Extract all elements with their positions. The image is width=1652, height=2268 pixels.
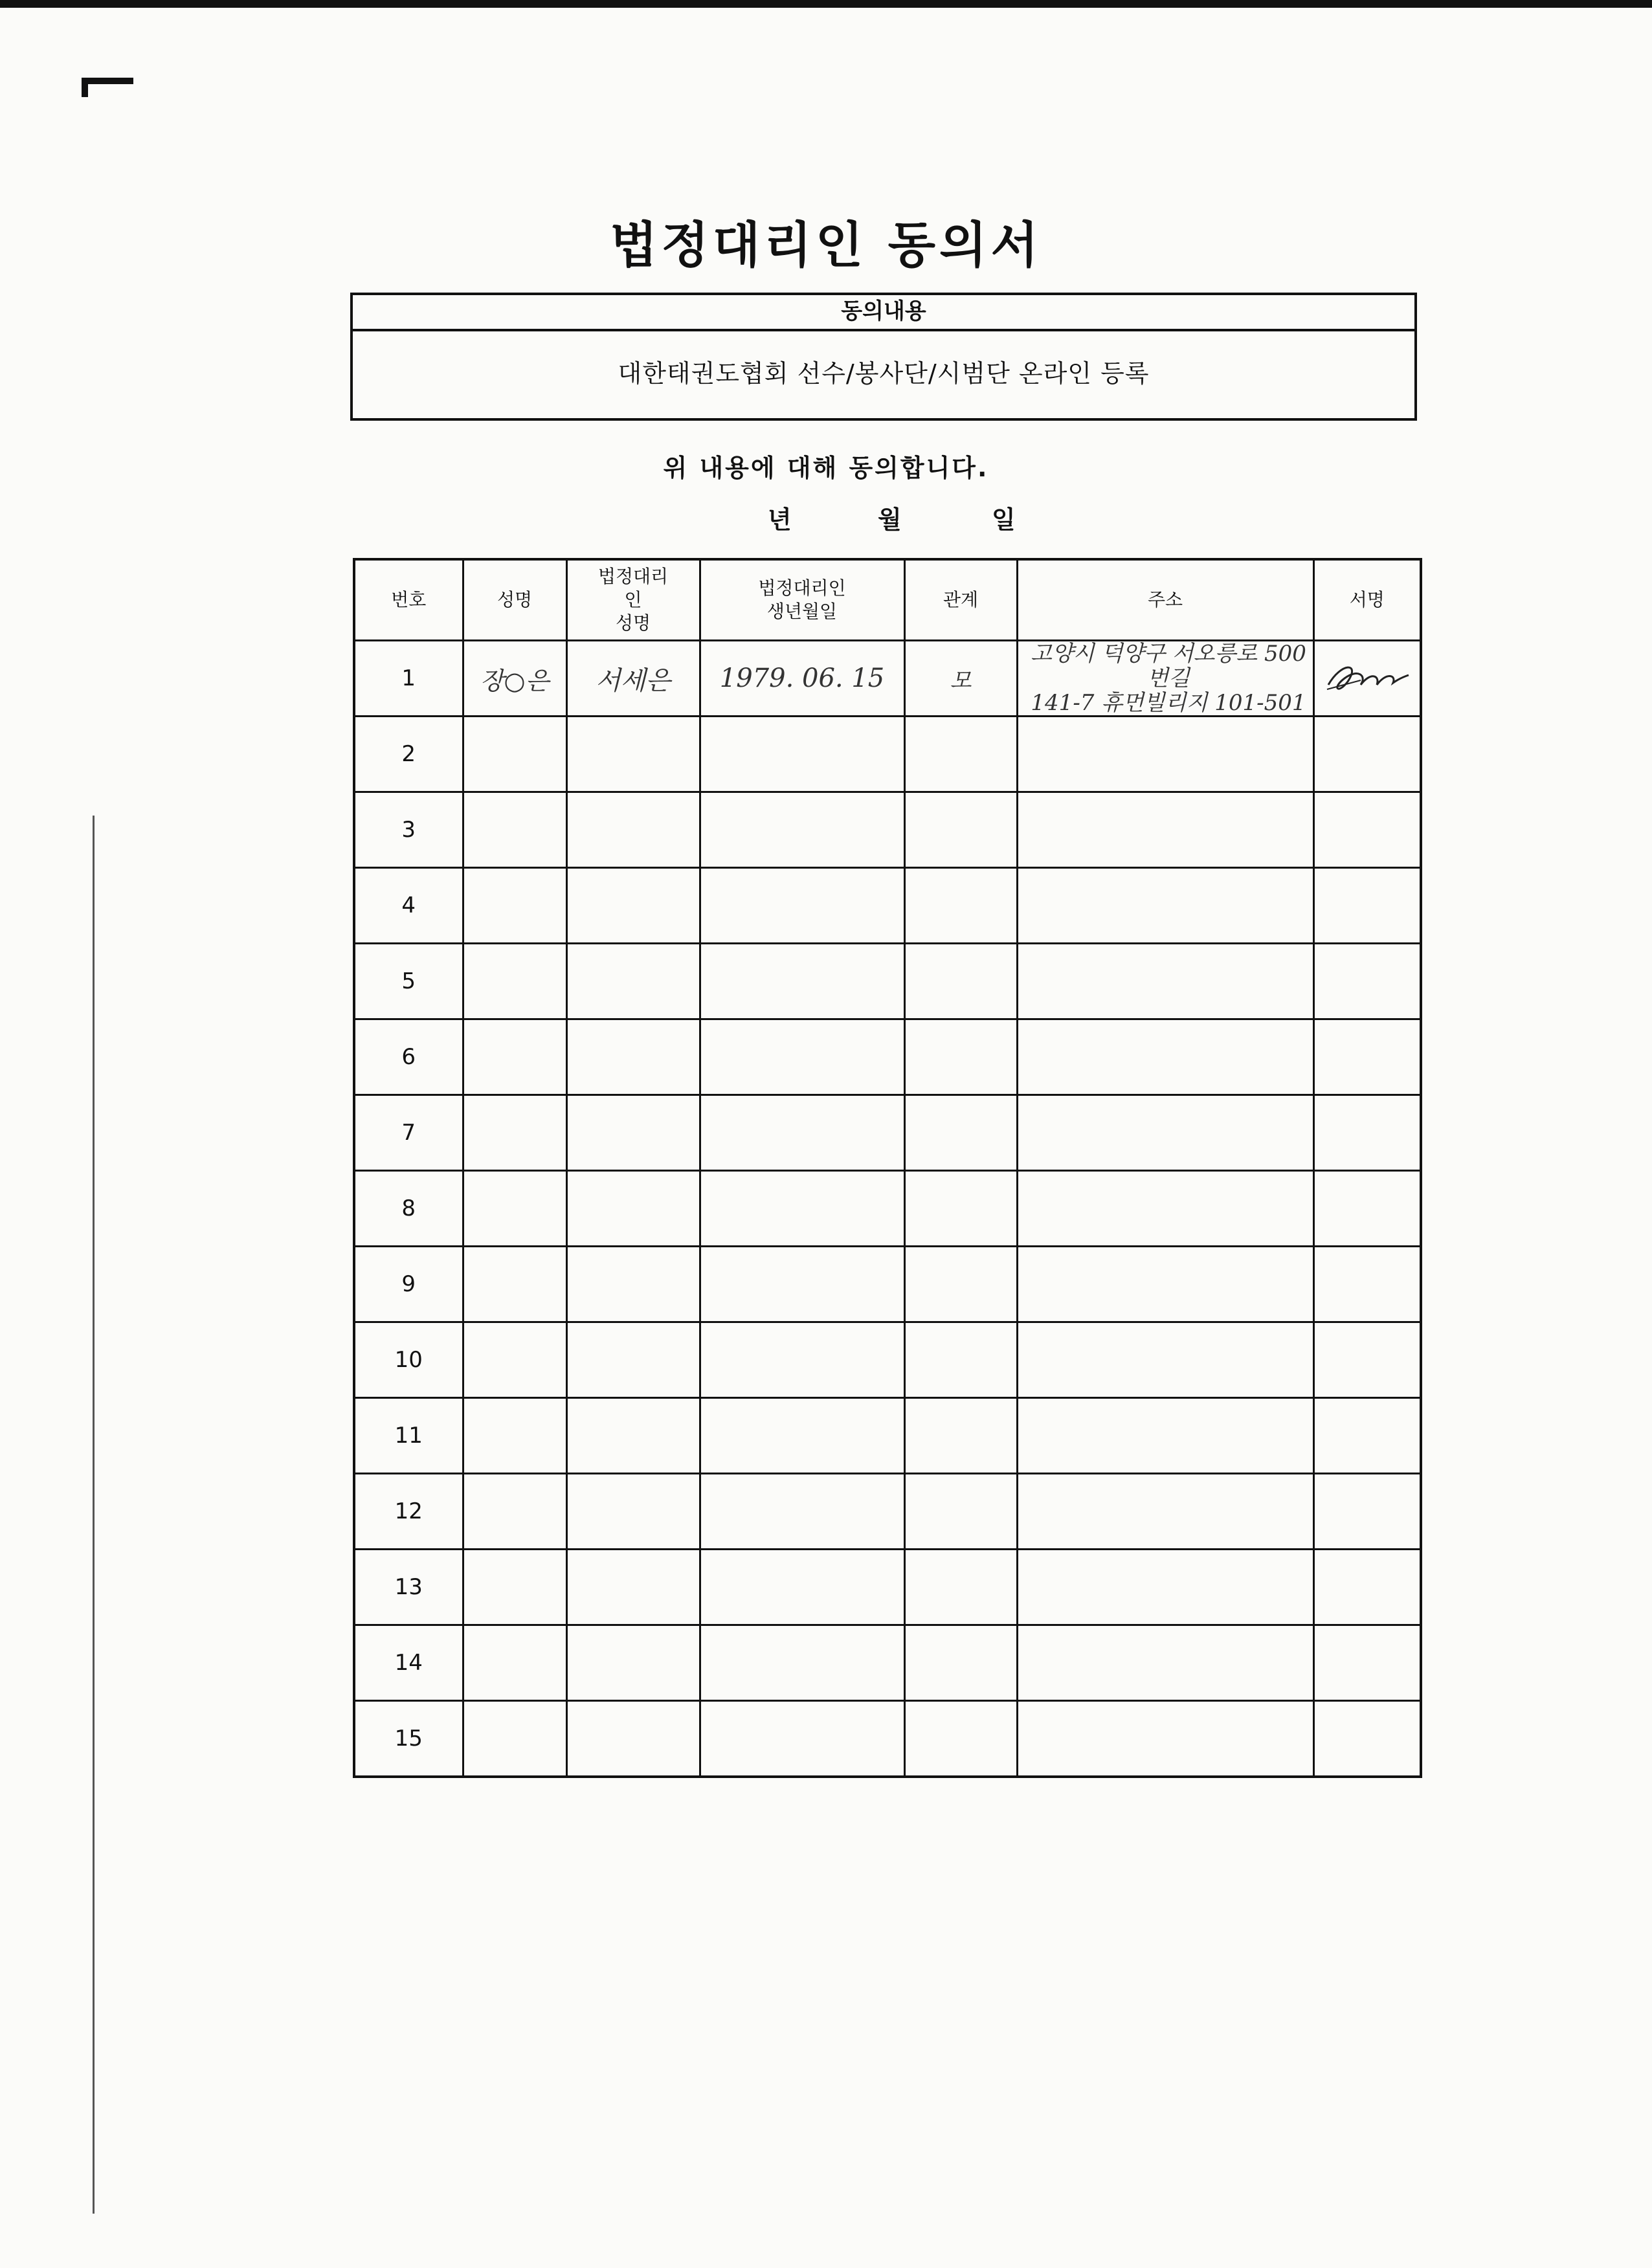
cell-guardian-birth: [700, 717, 904, 792]
cell-guardian-birth: [700, 1247, 904, 1322]
cell-relation: [904, 1171, 1017, 1247]
consent-box: [350, 293, 1417, 421]
col-header-relation: 관계: [904, 559, 1017, 641]
cell-signature: [1313, 1625, 1421, 1701]
col-header-name: 성명: [463, 559, 566, 641]
cell-guardian-name: [566, 1322, 700, 1398]
cell-signature: [1313, 717, 1421, 792]
cell-guardian-birth: 1979. 06. 15: [700, 641, 904, 717]
cell-signature: [1313, 1095, 1421, 1171]
cell-signature: [1313, 1474, 1421, 1550]
cell-guardian-name: [566, 868, 700, 944]
cell-relation: 모: [904, 641, 1017, 717]
cell-address: [1017, 1247, 1313, 1322]
cell-address: [1017, 1019, 1313, 1095]
table-row: [354, 944, 1421, 1019]
cell-address: [1017, 792, 1313, 868]
cell-signature: [1313, 868, 1421, 944]
cell-address: [1017, 1701, 1313, 1777]
col-header-guardian-birth-line1: 법정대리인: [758, 577, 846, 599]
consent-text: 대한태권도협회 선수/봉사단/시범단 온라인 등록: [618, 359, 1150, 388]
row-number: 1: [354, 641, 463, 717]
cell-name: [463, 1550, 566, 1625]
cell-relation: [904, 1398, 1017, 1474]
date-month-label: 월: [878, 506, 902, 534]
row-number: 11: [354, 1398, 463, 1474]
cell-guardian-name: [566, 1550, 700, 1625]
row-number: 8: [354, 1171, 463, 1247]
table-row: [354, 1247, 1421, 1322]
table-header-row: [354, 559, 1421, 641]
row-number: 10: [354, 1322, 463, 1398]
cell-name: [463, 1095, 566, 1171]
cell-address: [1017, 1171, 1313, 1247]
cell-relation: [904, 868, 1017, 944]
table-row: [354, 1701, 1421, 1777]
cell-signature: [1313, 1398, 1421, 1474]
table-row: [354, 1019, 1421, 1095]
table-row: [354, 1322, 1421, 1398]
cell-address-line1: 고양시 덕양구 서오릉로 500번길: [1031, 641, 1306, 691]
cell-relation: [904, 1474, 1017, 1550]
cell-guardian-birth: [700, 1625, 904, 1701]
cell-guardian-name: [566, 1625, 700, 1701]
cell-relation: [904, 1625, 1017, 1701]
cell-relation: [904, 944, 1017, 1019]
cell-guardian-birth: [700, 1095, 904, 1171]
col-header-guardian-name-line2: 인: [624, 589, 642, 610]
cell-guardian-name: [566, 717, 700, 792]
cell-address: [1017, 944, 1313, 1019]
cell-address: [1017, 641, 1313, 717]
cell-guardian-name: 서세은: [566, 641, 700, 717]
cell-name: [463, 717, 566, 792]
date-year-label: 년: [768, 506, 792, 534]
row-number: 14: [354, 1625, 463, 1701]
row-number: 5: [354, 944, 463, 1019]
cell-guardian-name: [566, 1171, 700, 1247]
cell-guardian-birth: [700, 1474, 904, 1550]
cell-guardian-name: [566, 1247, 700, 1322]
cell-guardian-name: [566, 944, 700, 1019]
cell-signature: [1313, 641, 1421, 717]
cell-relation: [904, 1095, 1017, 1171]
cell-name: [463, 868, 566, 944]
cell-guardian-name: [566, 1019, 700, 1095]
cell-signature: [1313, 1019, 1421, 1095]
col-header-guardian-name-line1: 법정대리: [597, 566, 669, 587]
row-number: 13: [354, 1550, 463, 1625]
row-number: 2: [354, 717, 463, 792]
row-number: 6: [354, 1019, 463, 1095]
agreement-statement: 위 내용에 대해 동의합니다.: [663, 454, 989, 482]
corner-crop-mark: [82, 78, 133, 84]
cell-relation: [904, 1701, 1017, 1777]
cell-guardian-birth: [700, 1701, 904, 1777]
scan-edge-top: [0, 0, 1652, 8]
table-row: [354, 792, 1421, 868]
guardian-table: [353, 558, 1422, 1778]
cell-guardian-name: [566, 792, 700, 868]
cell-name: [463, 1171, 566, 1247]
cell-signature: [1313, 1550, 1421, 1625]
cell-signature: [1313, 1247, 1421, 1322]
cell-address: [1017, 1550, 1313, 1625]
cell-relation: [904, 1550, 1017, 1625]
col-header-guardian-name: [566, 559, 700, 641]
cell-name: [463, 1474, 566, 1550]
table-row: [354, 717, 1421, 792]
document-title: 법정대리인 동의서: [610, 216, 1042, 274]
cell-guardian-name: [566, 1095, 700, 1171]
col-header-guardian-birth-line2: 생년월일: [766, 601, 838, 622]
table-row: [354, 868, 1421, 944]
cell-address: [1017, 1398, 1313, 1474]
cell-guardian-name: [566, 1398, 700, 1474]
cell-signature: [1313, 944, 1421, 1019]
cell-name: [463, 1322, 566, 1398]
row-number: 7: [354, 1095, 463, 1171]
col-header-signature: 서명: [1313, 559, 1421, 641]
table-row: [354, 1171, 1421, 1247]
cell-relation: [904, 1247, 1017, 1322]
handwritten-signature: [1322, 656, 1412, 701]
row-number: 12: [354, 1474, 463, 1550]
cell-guardian-birth: [700, 1019, 904, 1095]
cell-guardian-birth: [700, 944, 904, 1019]
cell-signature: [1313, 1322, 1421, 1398]
date-day-label: 일: [992, 506, 1016, 534]
cell-address: [1017, 868, 1313, 944]
cell-address: [1017, 1625, 1313, 1701]
col-header-number: 번호: [354, 559, 463, 641]
cell-name: [463, 944, 566, 1019]
cell-name: [463, 1247, 566, 1322]
cell-guardian-name: [566, 1701, 700, 1777]
col-header-address: 주소: [1017, 559, 1313, 641]
cell-relation: [904, 792, 1017, 868]
cell-signature: [1313, 1701, 1421, 1777]
table-row: [354, 1474, 1421, 1550]
cell-address-line2: 141-7 휴먼빌리지 101-501: [1031, 690, 1306, 716]
cell-guardian-name: [566, 1474, 700, 1550]
cell-name: [463, 1019, 566, 1095]
table-row: [354, 1625, 1421, 1701]
cell-address: [1017, 1322, 1313, 1398]
cell-guardian-birth: [700, 1322, 904, 1398]
table-row: [354, 1550, 1421, 1625]
row-number: 15: [354, 1701, 463, 1777]
row-number: 9: [354, 1247, 463, 1322]
cell-address: [1017, 1095, 1313, 1171]
table-row: [354, 641, 1421, 717]
cell-relation: [904, 1322, 1017, 1398]
cell-address: [1017, 717, 1313, 792]
cell-signature: [1313, 1171, 1421, 1247]
col-header-guardian-name-line3: 성명: [615, 612, 651, 634]
consent-header: 동의내용: [353, 295, 1414, 331]
row-number: 4: [354, 868, 463, 944]
table-row: [354, 1398, 1421, 1474]
cell-address: [1017, 1474, 1313, 1550]
col-header-guardian-birth: [700, 559, 904, 641]
cell-guardian-birth: [700, 792, 904, 868]
cell-name: [463, 1701, 566, 1777]
cell-guardian-birth: [700, 1171, 904, 1247]
scan-edge-left-line: [93, 816, 95, 2214]
cell-relation: [904, 1019, 1017, 1095]
row-number: 3: [354, 792, 463, 868]
cell-name: [463, 792, 566, 868]
cell-guardian-birth: [700, 1550, 904, 1625]
cell-guardian-birth: [700, 868, 904, 944]
cell-signature: [1313, 792, 1421, 868]
cell-name: [463, 1625, 566, 1701]
cell-relation: [904, 717, 1017, 792]
cell-name: [463, 1398, 566, 1474]
cell-name: 장○은: [463, 641, 566, 717]
cell-guardian-birth: [700, 1398, 904, 1474]
table-row: [354, 1095, 1421, 1171]
